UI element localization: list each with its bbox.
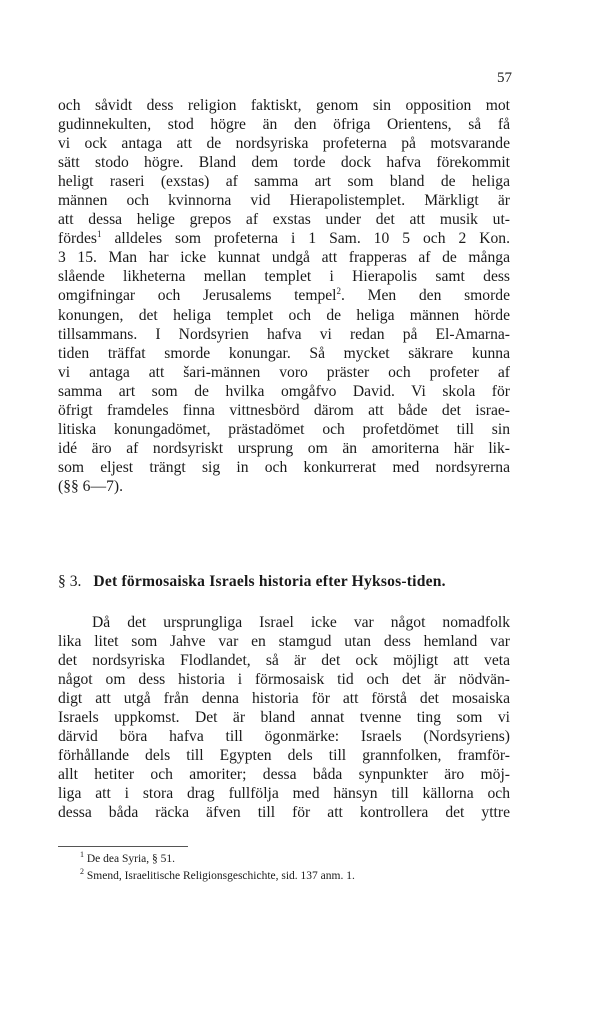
text-line: öfrigt framdeles finna vittnesbörd därom att både det israe-	[58, 401, 510, 419]
footnote-2	[80, 868, 500, 885]
page-number: 57	[497, 70, 512, 86]
text-fragment: omgifningar och Jerusalems tempel	[58, 287, 337, 305]
text-fragment: alldeles som profeterna i 1 Sam. 10 5 och 2 Kon.	[101, 230, 510, 248]
paragraph-2	[58, 613, 510, 823]
text-fragment: fördes	[58, 230, 97, 248]
text-line: gudinnekulten, stod högre än den öfriga Orientens, så få	[58, 116, 510, 134]
footnote-text: Smend, Israelitische Religionsgeschichte, sid. 137 anm. 1.	[84, 870, 355, 882]
footnotes	[80, 851, 500, 885]
text-line: dessa båda räcka äfven till för att kontrollera det yttre	[58, 804, 510, 822]
text-line	[58, 229, 510, 248]
footnote-ref-2: 2	[336, 286, 342, 297]
section-heading	[58, 572, 510, 591]
text-fragment: . Men den smorde	[341, 287, 510, 305]
text-line: Israels uppkomst. Det är bland annat tvenne ting som vi	[58, 709, 510, 727]
text-line: och såvidt dess religion faktiskt, genom sin opposition mot	[58, 97, 510, 114]
text-line: digt att utgå från denna historia för att förstå det mosaiska	[58, 690, 510, 708]
text-line: litiska konungadömet, prästadömet och profetdömet till sin	[58, 420, 510, 438]
text-line: som eljest trängt sig in och konkurrerat med nordsyrerna	[58, 458, 510, 476]
footnote-text: De dea Syria, § 51.	[84, 853, 176, 865]
text-line: slående likheterna mellan templet i Hierapolis samt dess	[58, 268, 510, 286]
text-line: vi antaga att šari-männen voro präster och profeter af	[58, 363, 510, 381]
paragraph-1	[58, 96, 510, 496]
text-line: allt hetiter och amoriter; dessa båda synpunkter äro möj-	[58, 766, 510, 784]
text-line: konungen, det heliga templet och de heliga männen hörde	[58, 306, 510, 324]
text-line: idé äro af nordsyriskt ursprung om än amoriterna här lik-	[58, 439, 510, 457]
footnote-1	[80, 851, 500, 868]
text-line: männen och kvinnorna vid Hierapolistemplet. Märkligt är	[58, 192, 510, 210]
text-line: 3 15. Man har icke kunnat undgå att frapperas af de många	[58, 249, 510, 267]
text-line: (§§ 6—7).	[58, 477, 123, 495]
text-line: Då det ursprungliga Israel icke var något nomadfolk	[92, 614, 510, 631]
text-line: det nordsyriska Flodlandet, så är det ock möjligt att veta	[58, 652, 510, 670]
text-line: tiden träffat smorde konungar. Så mycket säkrare kunna	[58, 344, 510, 362]
text-line: lika litet som Jahve var en stamgud utan dess hemland var	[58, 633, 510, 651]
text-line	[58, 286, 510, 305]
footnote-divider	[58, 846, 188, 847]
text-line: därvid böra hafva till ögonmärke: Israels (Nordsyriens)	[58, 728, 510, 746]
footnote-ref-1: 1	[96, 229, 102, 240]
text-line: liga att i stora drag fullfölja med hänsyn till källorna och	[58, 785, 510, 803]
text-line: förhållande dels till Egypten dels till grannfolken, framför-	[58, 747, 510, 765]
section-number: § 3.	[58, 573, 82, 590]
footnote-mark: 1	[80, 850, 84, 860]
text-line: heligt raseri (exstas) af samma art som bland de heliga	[58, 173, 510, 191]
text-line: samma art som de hvilka omgåfvo David. Vi skola för	[58, 382, 510, 400]
text-line: att dessa helige grepos af exstas under det att musik ut-	[58, 211, 510, 229]
section-title: Det förmosaiska Israels historia efter Hyksos-tiden.	[93, 573, 446, 590]
text-line: något om dess historia i förmosaisk tid och det är nödvän-	[58, 671, 510, 689]
text-line: sätt stodo högre. Bland dem torde dock hafva förekommit	[58, 154, 510, 172]
text-line: tillsammans. I Nordsyrien hafva vi redan på El-Amarna-	[58, 325, 510, 343]
text-line: vi ock antaga att de nordsyriska profeterna på motsvarande	[58, 135, 510, 153]
footnote-mark: 2	[80, 867, 84, 877]
